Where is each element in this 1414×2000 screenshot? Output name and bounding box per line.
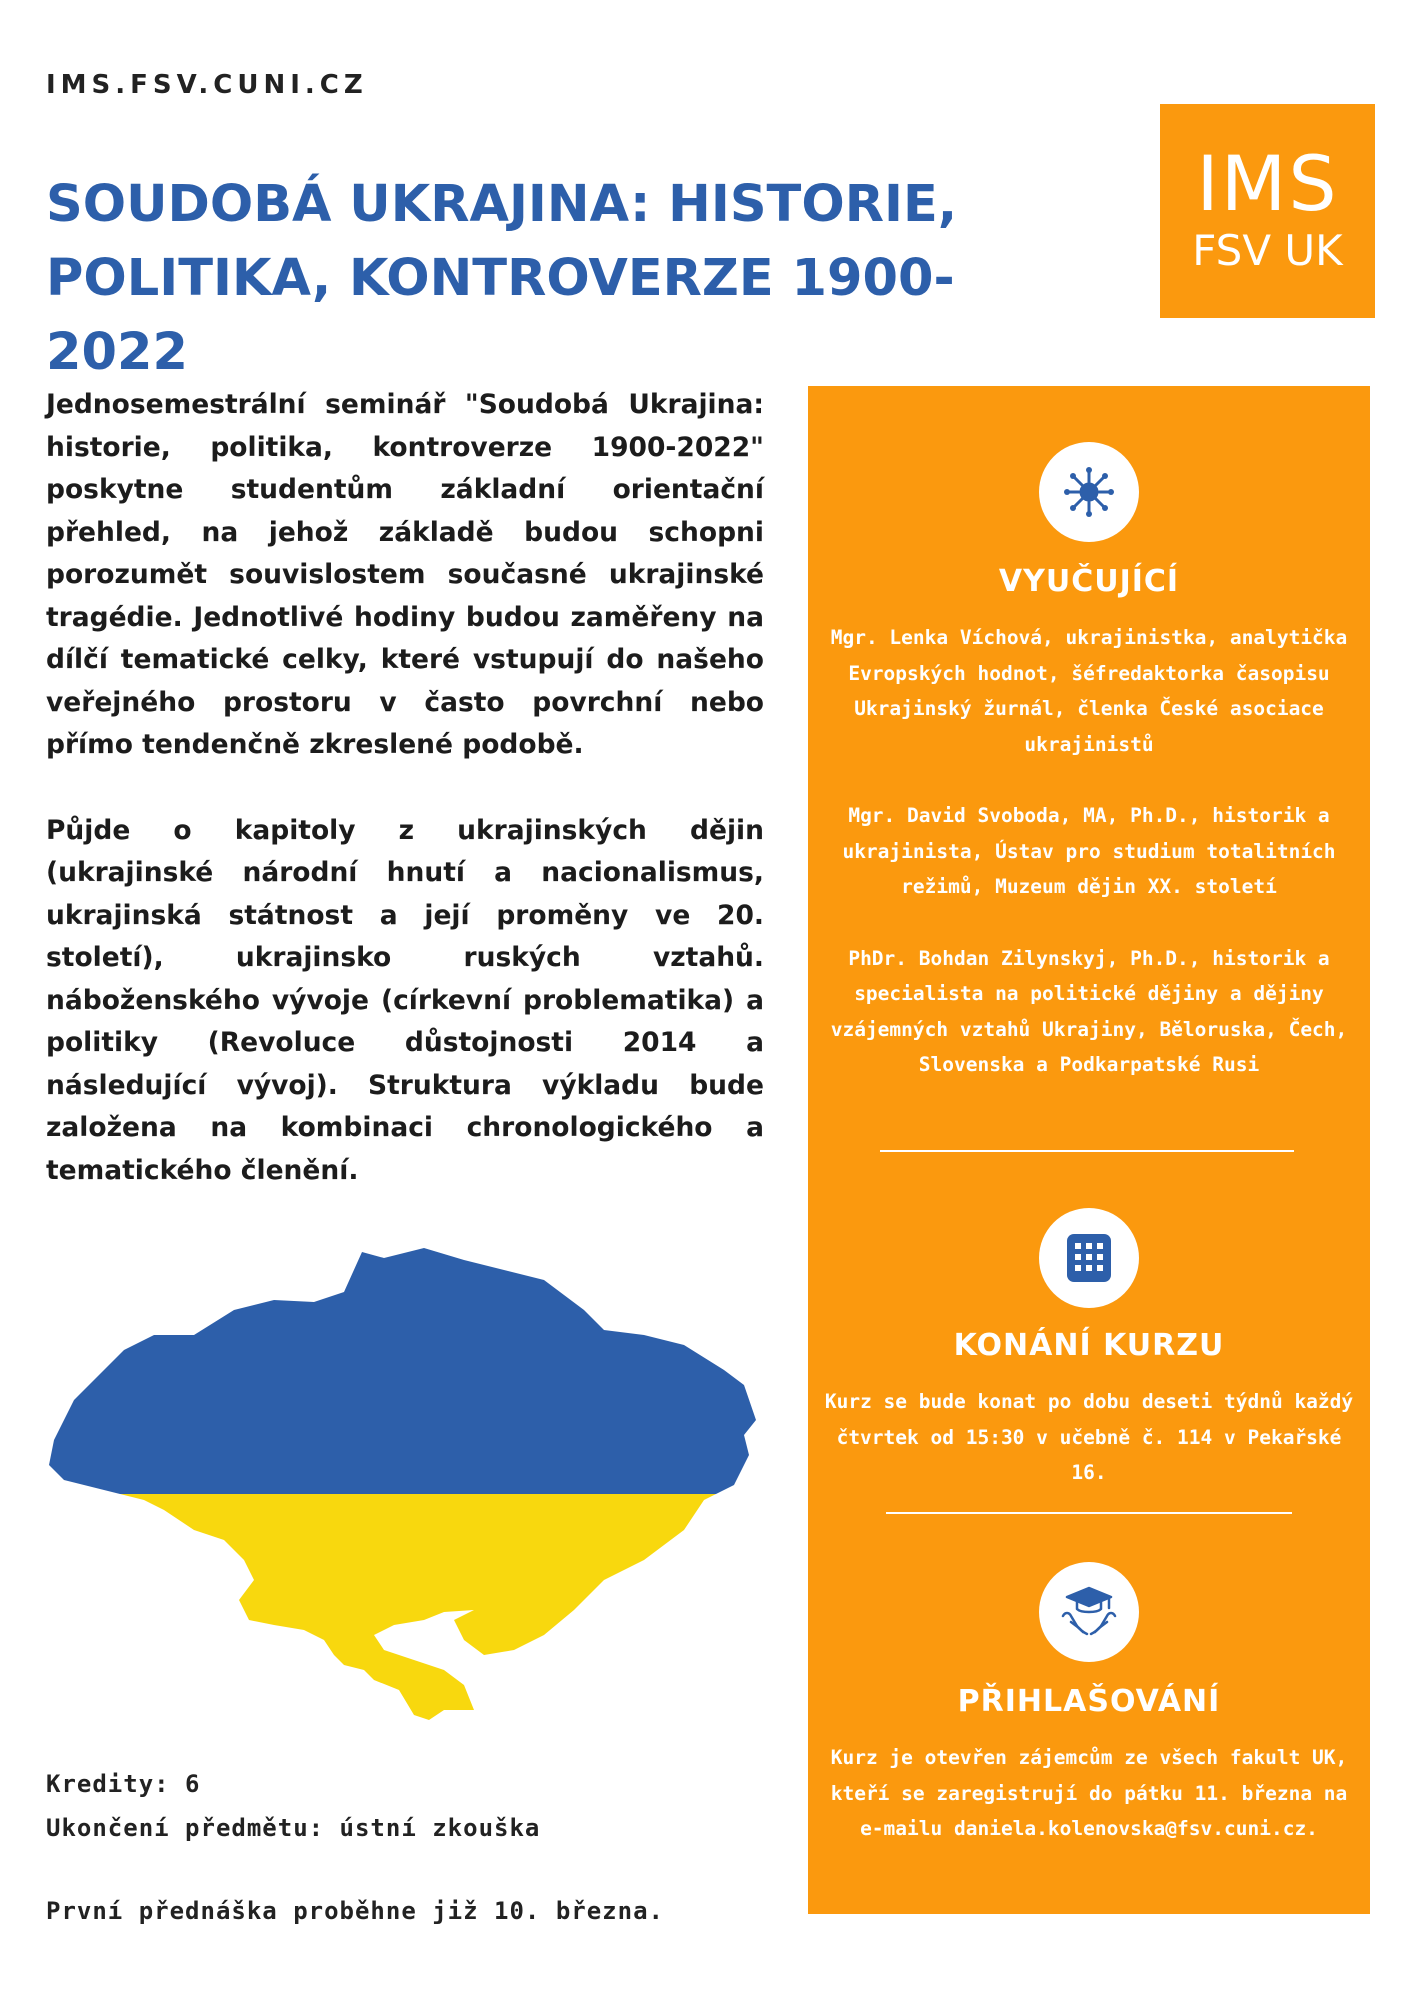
teacher-2: Mgr. David Svoboda, MA, Ph.D., historik a ukrajinista, Ústav pro studium totalitních režimů, Muzeum dějin XX. století: [842, 804, 1336, 898]
first-lecture: První přednáška proběhne již 10. března.: [46, 1897, 664, 1925]
teachers-list: [824, 620, 1354, 1119]
logo-line-1: IMS: [1196, 139, 1339, 228]
divider-2: [886, 1512, 1292, 1514]
title-line-1: SOUDOBÁ UKRAJINA: HISTORIE,: [46, 175, 958, 234]
credits: Kredity: 6: [46, 1770, 201, 1798]
registration-text: Kurz je otevřen zájemcům ze všech fakult UK, kteří se zaregistrují do pátku 11. března na e-mailu daniela.kolenovska@fsv.cuni.cz.: [830, 1746, 1348, 1840]
intro-paragraph-2: Půjde o kapitoly z ukrajinských dějin (ukrajinské národní hnutí a nacionalismus, ukrajinská státnost a její proměny ve 20. století), ukrajinsko ruských vztahů. náboženského vývoje (církevní problematika) a politiky (Revoluce důstojnosti 2014 a následující vývoj). Struktura výkladu bude založena na kombinaci chronologického a tematického členění.: [46, 814, 764, 1186]
graduation-cap-hands-icon: [1039, 1562, 1139, 1662]
site-url: IMS.FSV.CUNI.CZ: [46, 70, 368, 100]
map-yellow-half: [44, 1494, 774, 1760]
divider-1: [880, 1150, 1294, 1152]
teachers-heading: VYUČUJÍCÍ: [998, 564, 1180, 599]
logo-line-2: FSV UK: [1192, 226, 1343, 275]
virus-network-icon: [1039, 442, 1139, 542]
map-blue-half: [44, 1240, 774, 1494]
info-panel: [808, 386, 1370, 1914]
intro-text: [46, 384, 764, 1235]
course-heading: KONÁNÍ KURZU: [953, 1328, 1225, 1363]
completion: Ukončení předmětu: ústní zkouška: [46, 1814, 541, 1842]
course-facts: [46, 1762, 664, 1933]
registration-heading: PŘIHLAŠOVÁNÍ: [957, 1684, 1221, 1719]
ims-logo: [1160, 104, 1375, 318]
ukraine-map: [44, 1240, 774, 1760]
title-line-2: POLITIKA, KONTROVERZE 1900-2022: [46, 249, 955, 382]
teacher-3: PhDr. Bohdan Zilynskyj, Ph.D., historik a specialista na politické dějiny a dějiny vzájemných vztahů Ukrajiny, Běloruska, Čech, Slovenska a Podkarpatské Rusi: [830, 946, 1348, 1076]
intro-paragraph-1: Jednosemestrální seminář "Soudobá Ukrajina: historie, politika, kontroverze 1900-2022" poskytne studentům základní orientační přehled, na jehož základě budou schopni porozumět souvislostem současné ukrajinské tragédie. Jednotlivé hodiny budou zaměřeny na dílčí tematické celky, které vstupují do našeho veřejného prostoru v často povrchní nebo přímo tendenčně zkreslené podobě.: [46, 389, 764, 760]
course-text: Kurz se bude konat po dobu deseti týdnů každý čtvrtek od 15:30 v učebně č. 114 v Pekařské 16.: [824, 1390, 1354, 1484]
teacher-1: Mgr. Lenka Víchová, ukrajinistka, analytička Evropských hodnot, šéfredaktorka časopisu Ukrajinský žurnál, členka České asociace ukrajinistů: [830, 626, 1348, 756]
building-icon: [1039, 1208, 1139, 1308]
page-title: [46, 168, 1096, 390]
